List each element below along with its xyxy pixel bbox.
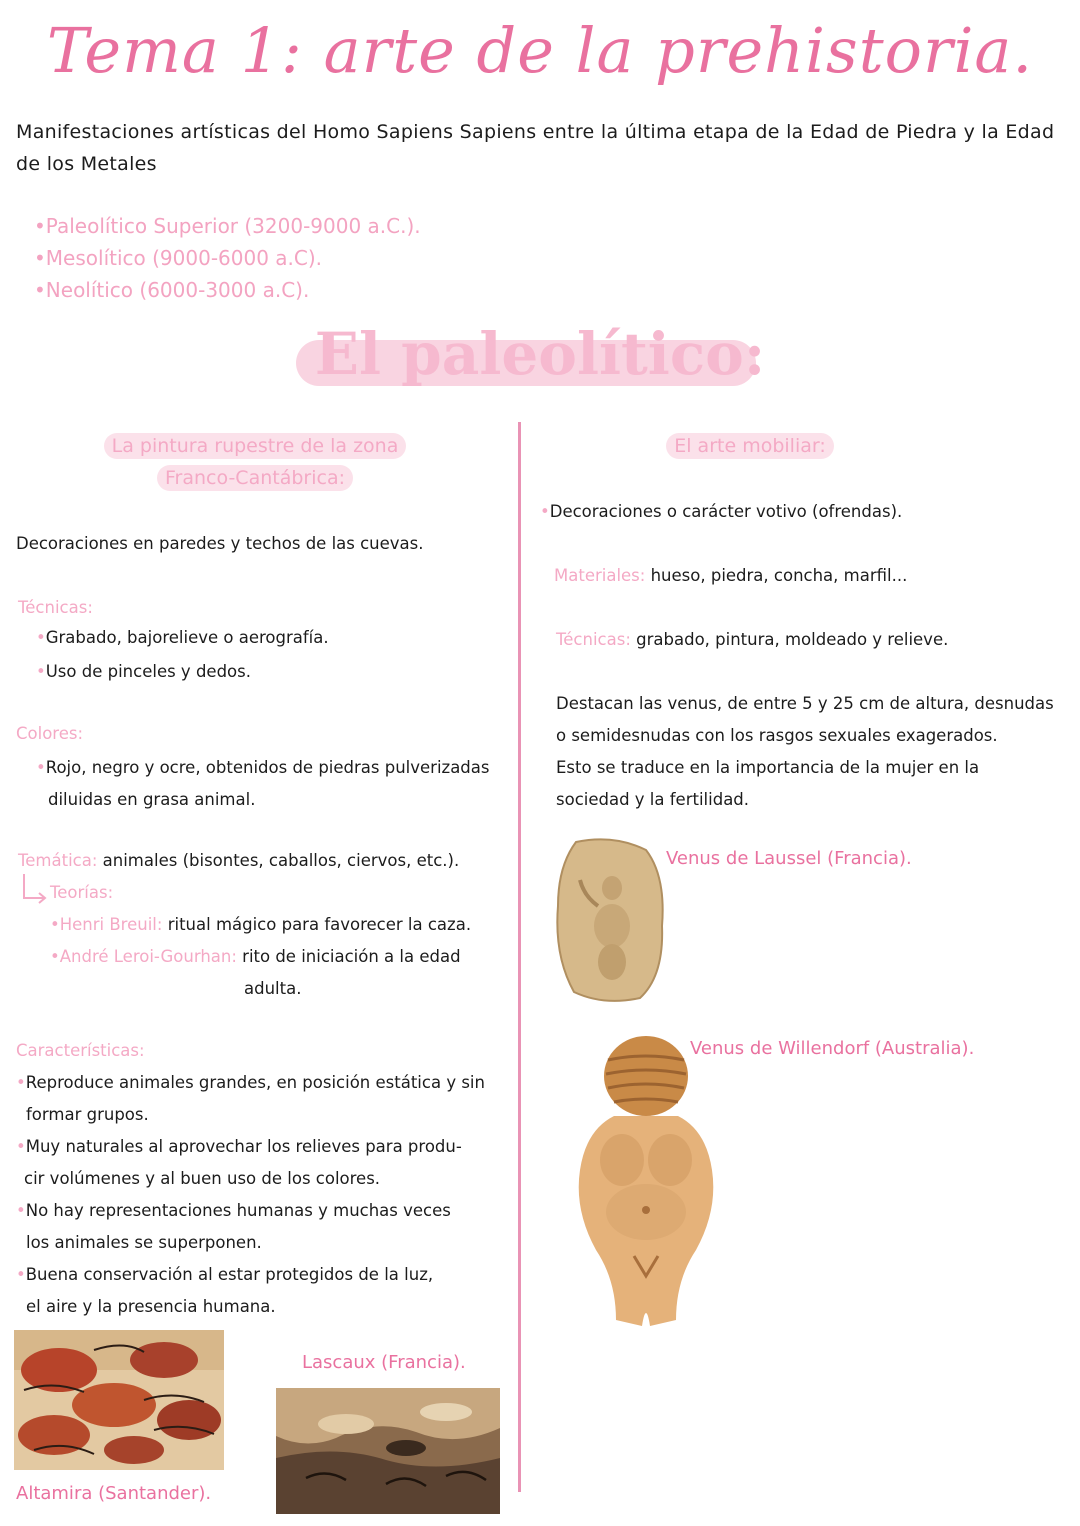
venus-description xyxy=(556,688,1071,816)
left-heading-line2: Franco-Cantábrica: xyxy=(157,465,353,491)
altamira-image xyxy=(14,1330,224,1470)
tecnica-item: •Grabado, bajorelieve o aerografía. xyxy=(36,628,329,647)
caracteristica-line: cir volúmenes y al buen uso de los colores. xyxy=(24,1169,381,1188)
venus-willendorf-image xyxy=(556,1030,736,1330)
lascaux-image xyxy=(276,1388,500,1514)
period-paleolitico: •Paleolítico Superior (3200-9000 a.C.). xyxy=(34,214,421,238)
column-divider xyxy=(518,422,521,1492)
colores-line2: diluidas en grasa animal. xyxy=(48,790,256,809)
venus-laussel-image xyxy=(554,836,666,1004)
right-tecnicas-text: grabado, pintura, moldeado y relieve. xyxy=(636,630,949,649)
tecnica-item-text: Grabado, bajorelieve o aerografía. xyxy=(45,628,329,647)
caracteristica-line: Muy naturales al aprovechar los relieves para produ- xyxy=(25,1137,462,1156)
page-title: Tema 1: arte de la prehistoria. xyxy=(46,14,1034,87)
leroi-name: André Leroi-Gourhan: xyxy=(59,947,237,966)
teoria-breuil: •Henri Breuil: ritual mágico para favorecer la caza. xyxy=(50,915,472,934)
leroi-text1: rito de iniciación a la edad xyxy=(242,947,461,966)
caracteristica-line: No hay representaciones humanas y muchas veces xyxy=(25,1201,451,1220)
materiales-text: hueso, piedra, concha, marfil... xyxy=(650,566,908,585)
right-tecnicas-label: Técnicas: xyxy=(556,630,631,649)
tematica-line xyxy=(18,845,459,877)
colores-label: Colores: xyxy=(16,724,84,743)
caracteristica-line: los animales se superponen. xyxy=(26,1233,262,1252)
left-heading xyxy=(40,430,470,494)
colores-text: •Rojo, negro y ocre, obtenidos de piedras pulverizadas diluidas en grasa animal. xyxy=(36,752,516,816)
right-heading xyxy=(650,430,850,462)
venus-laussel-caption: Venus de Laussel (Francia). xyxy=(666,848,912,869)
tecnica-item: •Uso de pinceles y dedos. xyxy=(36,662,251,681)
teorias-label: Teorías: xyxy=(50,883,114,902)
tecnicas-label: Técnicas: xyxy=(18,598,93,617)
lascaux-caption: Lascaux (Francia). xyxy=(302,1352,466,1373)
materiales-line xyxy=(554,560,907,592)
caracteristica-line: Reproduce animales grandes, en posición estática y sin xyxy=(25,1073,485,1092)
breuil-name: Henri Breuil: xyxy=(59,915,163,934)
caracteristicas-label: Características: xyxy=(16,1041,145,1060)
materiales-label: Materiales: xyxy=(554,566,646,585)
periods-list xyxy=(34,210,421,306)
left-heading-line1: La pintura rupestre de la zona xyxy=(104,433,407,459)
period-neolitico: •Neolítico (6000-3000 a.C). xyxy=(34,278,310,302)
left-description: Decoraciones en paredes y techos de las cuevas. xyxy=(16,534,424,553)
venus-line: o semidesnudas con los rasgos sexuales exagerados. xyxy=(556,726,998,745)
venus-willendorf-caption: Venus de Willendorf (Australia). xyxy=(690,1038,975,1059)
altamira-caption: Altamira (Santander). xyxy=(16,1483,212,1504)
teoria-leroi: •André Leroi-Gourhan: rito de iniciación a la edad xyxy=(50,947,461,966)
tematica-text: animales (bisontes, caballos, ciervos, etc.). xyxy=(102,851,460,870)
decoraciones-line: •Decoraciones o carácter votivo (ofrendas). xyxy=(540,502,903,521)
arrow-icon xyxy=(20,872,50,910)
venus-line: Esto se traduce en la importancia de la mujer en la xyxy=(556,758,980,777)
right-heading-text: El arte mobiliar: xyxy=(666,433,834,459)
colores-line1: Rojo, negro y ocre, obtenidos de piedras pulverizadas xyxy=(45,758,490,777)
caracteristica-line: Buena conservación al estar protegidos de la luz, xyxy=(25,1265,434,1284)
decoraciones-text: Decoraciones o carácter votivo (ofrendas). xyxy=(549,502,903,521)
caracteristicas-list: •Reproduce animales grandes, en posición estática y sin formar grupos. •Muy naturales al aprovechar los relieves para produ- cir volúmenes y al buen uso de los colores. •No hay representaciones humanas y muchas veces los animales se superponen. •Buena conservación al estar protegidos de la luz, el aire y la presencia humana. xyxy=(16,1067,516,1323)
intro-text: Manifestaciones artísticas del Homo Sapiens Sapiens entre la última etapa de la Edad de Piedra y la Edad de los Metales xyxy=(16,121,1055,175)
section-title: El paleolítico: xyxy=(314,320,766,388)
venus-line: Destacan las venus, de entre 5 y 25 cm de altura, desnudas xyxy=(556,694,1054,713)
caracteristica-line: formar grupos. xyxy=(26,1105,149,1124)
right-tecnicas-line xyxy=(556,624,948,656)
tecnica-item-text: Uso de pinceles y dedos. xyxy=(45,662,251,681)
venus-line: sociedad y la fertilidad. xyxy=(556,790,750,809)
caracteristica-line: el aire y la presencia humana. xyxy=(26,1297,276,1316)
leroi-text2: adulta. xyxy=(244,979,302,998)
tematica-label: Temática: xyxy=(18,851,98,870)
period-mesolitico: •Mesolítico (9000-6000 a.C). xyxy=(34,246,323,270)
breuil-text: ritual mágico para favorecer la caza. xyxy=(167,915,472,934)
